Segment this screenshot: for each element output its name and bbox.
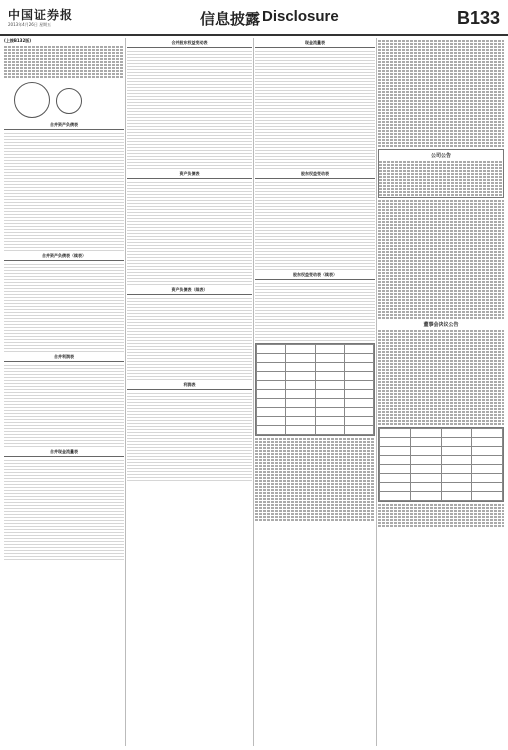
text-block [378,200,504,319]
vote-table [378,427,504,502]
table-title: 利润表 [183,382,196,387]
financial-table [127,296,252,380]
newspaper-logo: 中国证券报 [8,8,74,22]
table-title: 股东权益变动表 [301,171,329,176]
text-block [378,330,504,425]
table-title: 资产负债表 [179,171,200,176]
text-block [255,438,375,521]
table-title: 合并利润表 [54,354,74,359]
summary-table [255,343,375,436]
column-divider [253,38,254,746]
table-title: 合并股东权益变动表 [171,40,208,45]
table-title: 股东权益变动表（续表） [293,272,337,277]
financial-table [255,180,375,270]
column-divider [125,38,126,746]
ownership-diagram [4,80,124,120]
page-header [0,0,508,36]
financial-table [4,131,124,251]
financial-table [4,262,124,352]
table-title: 合并现金流量表 [50,449,78,454]
financial-table [127,391,252,481]
financial-table [255,281,375,341]
financial-table [127,49,252,169]
announcement-title: 董事会决议公告 [423,322,459,328]
announcement-box [378,149,504,198]
section-title-en: Disclosure [262,8,339,25]
page-number: B133 [456,8,500,28]
financial-table [255,49,375,169]
column-3 [255,38,375,746]
section-title: 信息披露 [200,10,261,28]
financial-table [4,458,124,560]
table-title: 资产负债表（续表） [171,287,208,292]
table-title: 合并资产负债表 [50,122,78,127]
column-2 [127,38,252,746]
table-title: 现金流量表 [305,40,325,45]
column-1 [4,38,124,746]
column-4 [378,38,504,746]
column-divider [376,38,377,746]
issue-date: 2013年4月26日 星期五 [8,22,52,27]
text-block [378,40,504,147]
text-block [378,504,504,527]
text-block [4,46,124,78]
announcement-title: 公司公告 [430,153,451,159]
chart-circle [14,82,50,118]
financial-table [127,180,252,285]
chart-circle [56,88,82,114]
financial-table [4,363,124,447]
table-title: 合并资产负债表（续表） [42,253,86,258]
continued-label: (上接B132版) [4,38,32,43]
